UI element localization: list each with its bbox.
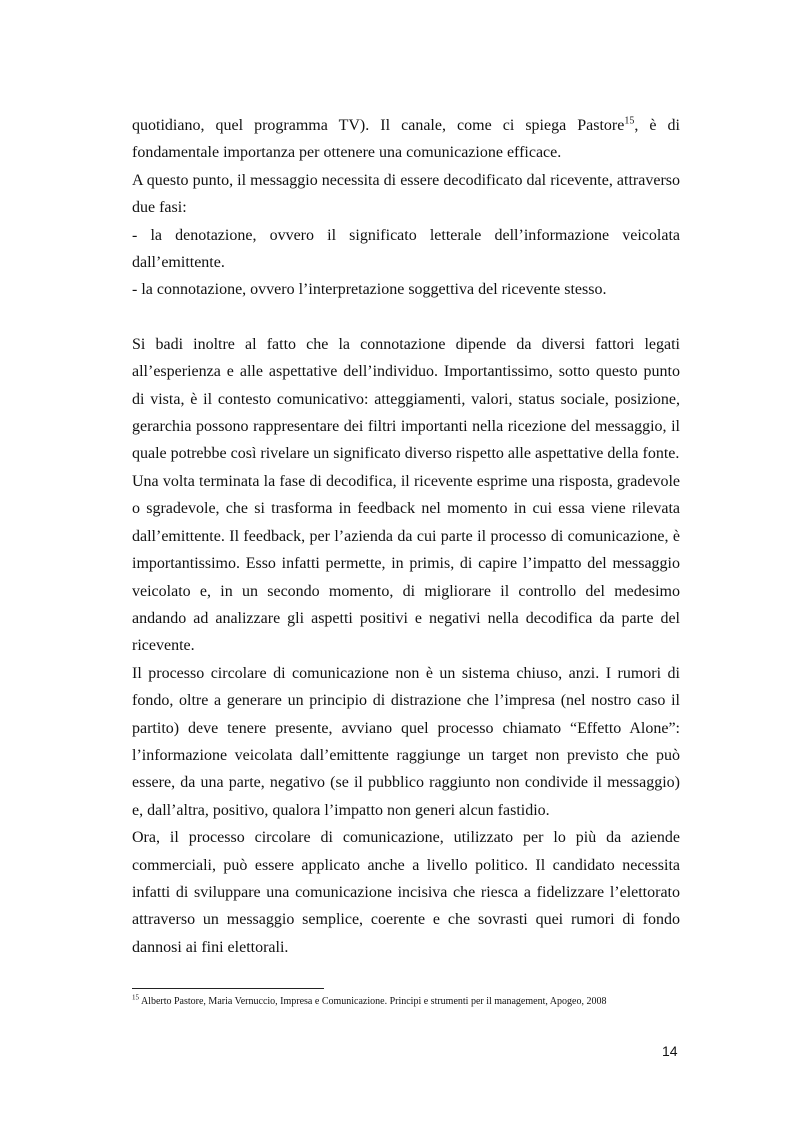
footnote	[132, 995, 692, 1008]
footnote-reference: 15	[624, 115, 635, 127]
paragraph-feedback: Una volta terminata la fase di decodifica, il ricevente esprime una risposta, gradevole o sgradevole, che si trasforma in feedback nel momento in cui essa viene rilevata dall’emittente. Il feedback, per l’azienda da cui parte il processo di comunicazione, è importantissimo. Esso infatti permette, in primis, di capire l’impatto del messaggio veicolato e, in un secondo momento, di migliorare il controllo del medesimo andando ad analizzare gli aspetti positivi e negativi nella decodifica da parte del ricevente.	[132, 472, 680, 655]
paragraph-political-communication: Ora, il processo circolare di comunicazione, utilizzato per lo più da aziende commerciali, può essere applicato anche a livello politico. Il candidato necessita infatti di sviluppare una comunicazione incisiva che riesca a fidelizzare l’elettorato attraverso un messaggio semplice, coerente e che sovrasti quei rumori di fondo dannosi ai fini elettorali.	[132, 829, 680, 956]
footnote-text: Alberto Pastore, Maria Vernuccio, Impresa e Comunicazione. Principi e strumenti per il management, Apogeo, 2008	[139, 996, 607, 1007]
page-number: 14	[662, 1043, 678, 1059]
paragraph-gap	[132, 304, 680, 331]
footnote-number: 15	[132, 993, 139, 1002]
paragraph-channel: quotidiano, quel programma TV). Il canale, come ci spiega Pastore$^{15}$, è di fondamentale importanza per ottenere una comunicazione efficace.	[132, 115, 681, 162]
paragraph-halo-effect: Il processo circolare di comunicazione non è un sistema chiuso, anzi. I rumori di fondo, oltre a generare un principio di distrazione che l’impresa (nel nostro caso il partito) deve tenere presente, avviano quel processo chiamato “Effetto Alone”: l’informazione veicolata dall’emittente raggiunge un target non previsto che può essere, da una parte, negativo (se il pubblico raggiunto non condivide il messaggio) e, dall’altra, positivo, qualora l’impatto non generi alcun fastidio.	[132, 664, 680, 819]
list-item-connotation: - la connotazione, ovvero l’interpretazione soggettiva del ricevente stesso.	[132, 281, 607, 299]
paragraph-connotation-factors: Si badi inoltre al fatto che la connotazione dipende da diversi fattori legati all’esperienza e alle aspettative dell’individuo. Importantissimo, sotto questo punto di vista, è il contesto comunicativo: atteggiamenti, valori, status sociale, posizione, gerarchia possono rappresentare dei filtri importanti nella ricezione del messaggio, il quale potrebbe così rivelare un significato diverso rispetto alle aspettative della fonte.	[132, 335, 680, 463]
paragraph-decoding: A questo punto, il messaggio necessita di essere decodificato dal ricevente, attraverso due fasi:	[132, 171, 680, 217]
list-item-denotation: - la denotazione, ovvero il significato letterale dell’informazione veicolata dall’emittente.	[132, 226, 680, 272]
body-text	[132, 112, 680, 961]
footnote-separator	[132, 988, 324, 989]
